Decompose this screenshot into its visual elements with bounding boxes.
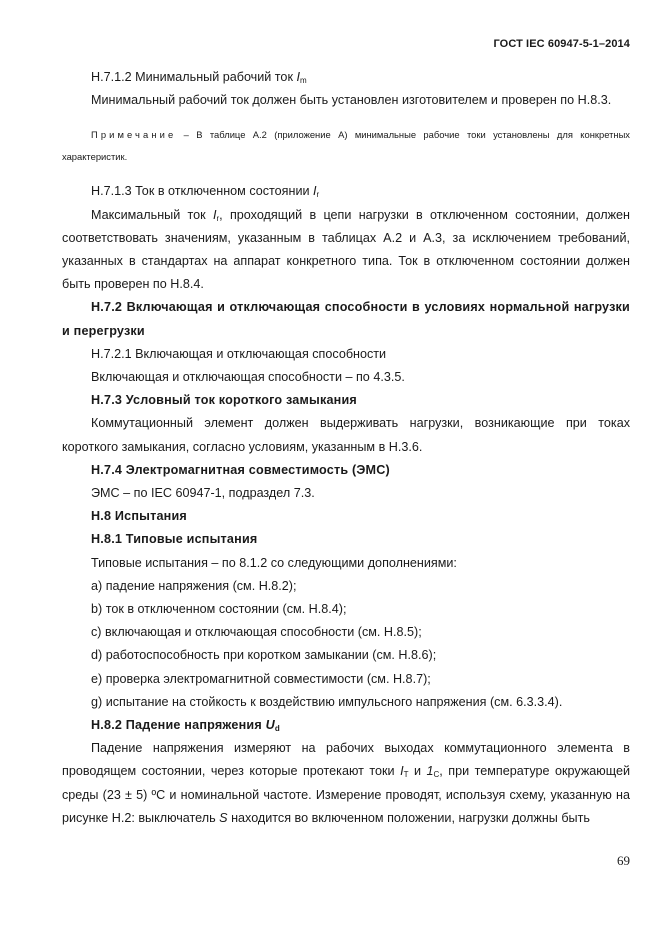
- clause-heading-h7-2: Н.7.2 Включающая и отключающая способности в условиях нормальной нагрузки и перегрузки: [62, 300, 630, 338]
- subclause-heading-h7-2-1: Н.7.2.1 Включающая и отключающая способности: [91, 346, 387, 361]
- paragraph-h8-2: Падение напряжения измеряют на рабочих выходах коммутационного элемента в проводящем состоянии, через которые протекают токи $I_T$ и $1_C$, при температуре окружающей среды (23 ± 5) ºС и номинальной частоте. Измерение проводят, используя схему, указанную на рисунке Н.2: выключатель S находится во включенном положении, нагрузки должны быть: [62, 741, 630, 825]
- paragraph-h7-1-3: Максимальный ток $I_r$, проходящий в цепи нагрузки в отключенном состоянии, должен соответствовать значениям, указанным в таблицах А.2 и А.3, за исключением требований, указанных в стандартах на аппарат конкретного типа. Ток в отключенном состоянии должен быть проверен по Н.8.4.: [62, 207, 630, 292]
- list-item: е) проверка электромагнитной совместимости (см. Н.8.7);: [91, 671, 431, 686]
- clause-heading-h8-1: Н.8.1 Типовые испытания: [91, 532, 258, 547]
- paragraph-h8-1: Типовые испытания – по 8.1.2 со следующими дополнениями:: [91, 555, 457, 570]
- standard-header: ГОСТ IEC 60947-5-1–2014: [493, 38, 630, 50]
- page-number: 69: [617, 853, 630, 868]
- note-label: Примечание: [91, 129, 177, 141]
- list-item: d) работоспособность при коротком замыкании (см. Н.8.6);: [91, 648, 437, 663]
- list-item: b) ток в отключенном состоянии (см. Н.8.4);: [91, 602, 347, 617]
- paragraph-h7-1-2: Минимальный рабочий ток должен быть установлен изготовителем и проверен по Н.8.3.: [91, 93, 612, 108]
- list-item: g) испытание на стойкость к воздействию импульсного напряжения (см. 6.3.3.4).: [91, 694, 563, 709]
- list-item: а) падение напряжения (см. Н.8.2);: [91, 578, 297, 593]
- section-heading-h8: Н.8 Испытания: [91, 509, 187, 524]
- paragraph-h7-2-1: Включающая и отключающая способности – по 4.3.5.: [91, 370, 405, 385]
- clause-heading-h8-2: Н.8.2 Падение напряжения $U_d$: [91, 718, 280, 734]
- note-paragraph: Примечание – В таблице А.2 (приложение А) минимальные рабочие токи установлены для конкретных характеристик.: [62, 129, 630, 163]
- paragraph-h7-4: ЭМС – по IEC 60947-1, подраздел 7.3.: [91, 486, 315, 501]
- list-item: с) включающая и отключающая способности (см. Н.8.5);: [91, 625, 422, 640]
- clause-heading-h7-4: Н.7.4 Электромагнитная совместимость (ЭМС): [91, 462, 390, 477]
- subclause-heading-h7-1-3: Н.7.1.3 Ток в отключенном состоянии $I_r$: [91, 184, 320, 200]
- page-content: [62, 66, 630, 830]
- clause-heading-h7-3: Н.7.3 Условный ток короткого замыкания: [91, 393, 357, 408]
- paragraph-h7-3: Коммутационный элемент должен выдерживать нагрузки, возникающие при токах короткого замыкания, согласно условиям, указанным в Н.3.6.: [62, 416, 630, 454]
- subclause-heading-h7-1-2: Н.7.1.2 Минимальный рабочий ток $I_m$: [91, 70, 307, 85]
